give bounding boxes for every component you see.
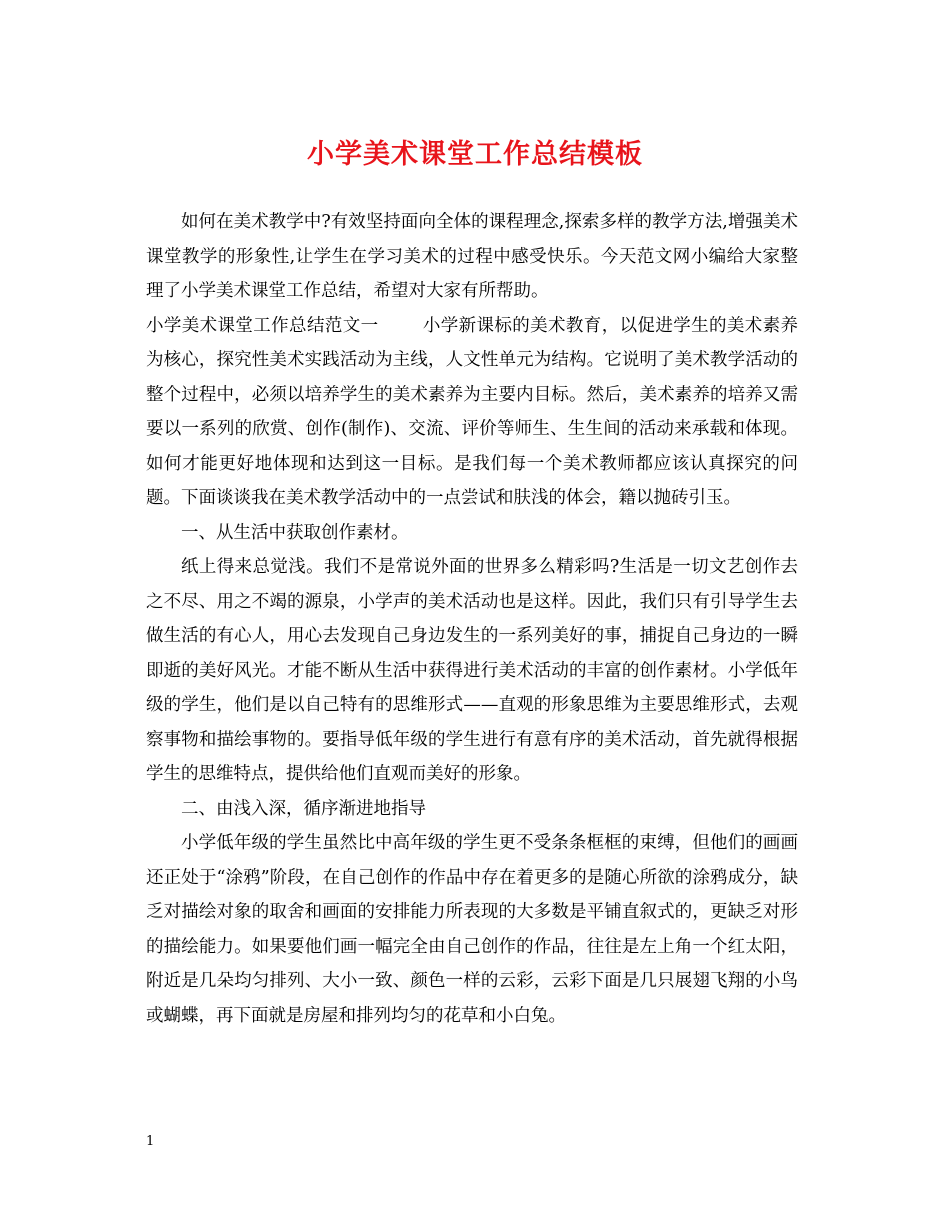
- section-paragraph: [146, 309, 798, 516]
- paragraph-two: 小学低年级的学生虽然比中高年级的学生更不受条条框框的束缚，但他们的画画还正处于“涂鸦”阶段，在自己创作的作品中存在着更多的是随心所欲的涂鸦成分，缺乏对描绘对象的取舍和画面的安排能力所表现的大多数是平铺直叙式的，更缺乏对形的描绘能力。如果要他们画一幅完全由自己创作的作品，往往是左上角一个红太阳，附近是几朵均匀排列、大小一致、颜色一样的云彩，云彩下面是几只展翅飞翔的小鸟或蝴蝶，再下面就是房屋和排列均匀的花草和小白兔。: [146, 833, 798, 1026]
- document-title: 小学美术课堂工作总结模板: [307, 139, 643, 170]
- section-label: 小学美术课堂工作总结范文一: [146, 315, 379, 336]
- heading-two: 二、由浅入深，循序渐进地指导: [181, 798, 426, 819]
- page-number: 1: [146, 1134, 155, 1149]
- section-text: 小学新课标的美术教育，以促进学生的美术素养为核心，探究性美术实践活动为主线，人文性单元为结构。它说明了美术教学活动的整个过程中，必须以培养学生的美术素养为主要内目标。然后，美术素养的培养又需要以一系列的欣赏、创作(制作)、交流、评价等师生、生生间的活动来承载和体现。如何才能更好地体现和达到这一目标。是我们每一个美术教师都应该认真探究的问题。下面谈谈我在美术教学活动中的一点尝试和肤浅的体会，籍以抛砖引玉。: [146, 315, 799, 508]
- document-body: [146, 205, 798, 1033]
- paragraph-one: 纸上得来总觉浅。我们不是常说外面的世界多么精彩吗?生活是一切文艺创作去之不尽、用之不竭的源泉，小学声的美术活动也是这样。因此，我们只有引导学生去做生活的有心人，用心去发现自己身边发生的一系列美好的事，捕捉自己身边的一瞬即逝的美好风光。才能不断从生活中获得进行美术活动的丰富的创作素材。小学低年级的学生，他们是以自己特有的思维形式——直观的形象思维为主要思维形式，去观察事物和描绘事物的。要指导低年级的学生进行有意有序的美术活动，首先就得根据学生的思维特点，提供给他们直观而美好的形象。: [146, 557, 798, 784]
- intro-paragraph: 如何在美术教学中?有效坚持面向全体的课程理念,探索多样的教学方法,增强美术课堂教学的形象性,让学生在学习美术的过程中感受快乐。今天范文网小编给大家整理了小学美术课堂工作总结，希望对大家有所帮助。: [146, 212, 798, 301]
- heading-one: 一、从生活中获取创作素材。: [181, 522, 409, 543]
